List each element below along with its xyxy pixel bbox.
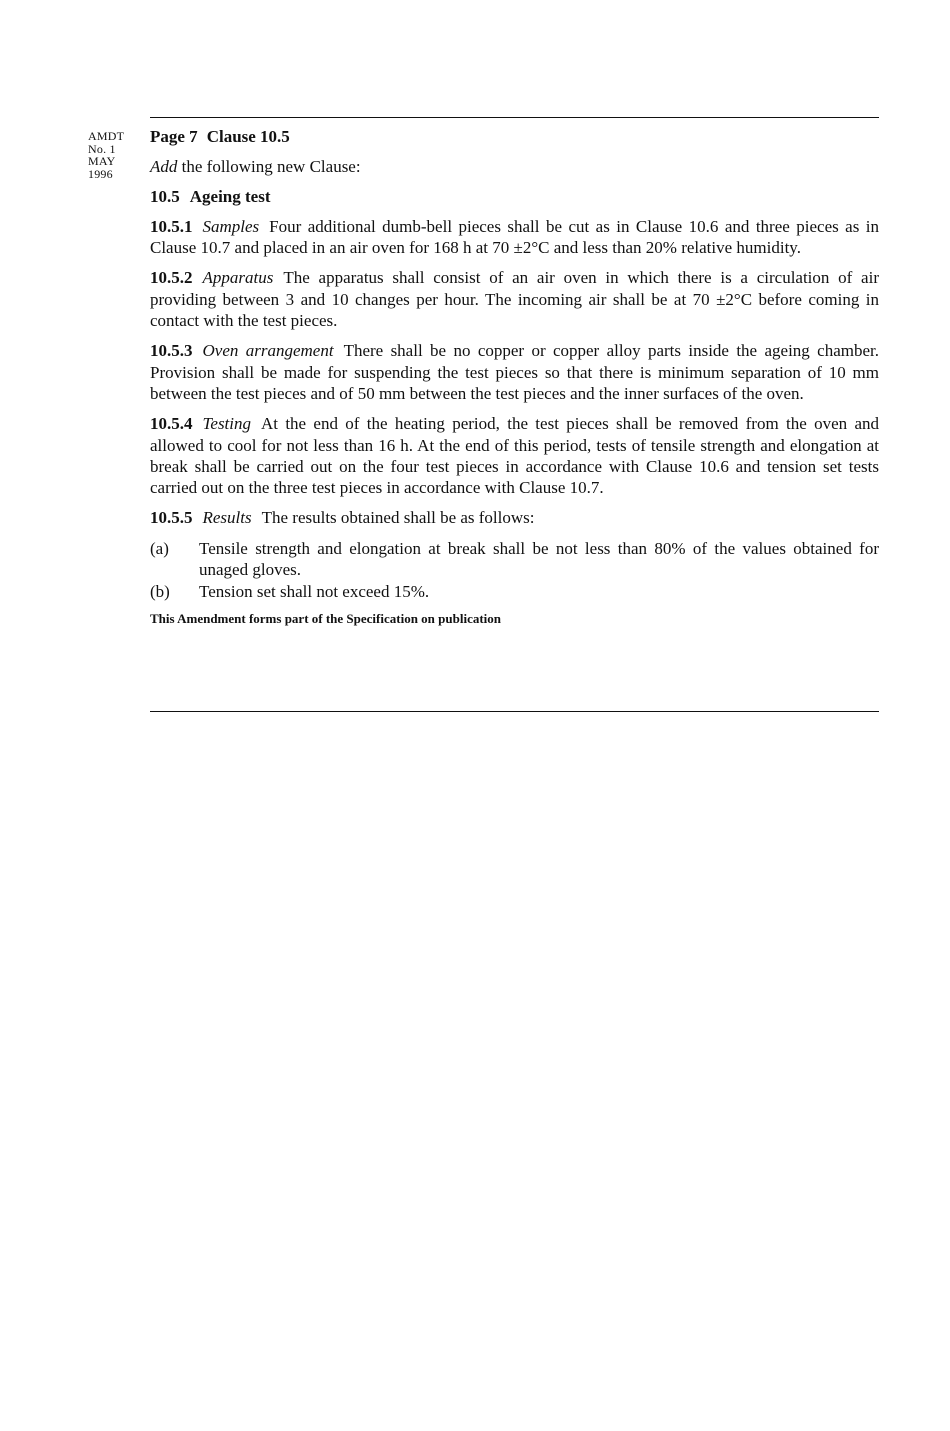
results-list-item	[150, 538, 879, 581]
clause-text: There shall be no copper or copper alloy parts inside the ageing chamber. Provision shall be made for suspending the test pieces so that there is minimum separation of 10 mm between the test pieces and of 50 mm between the test pieces and the inner surfaces of the oven.	[150, 341, 879, 403]
clause-number: 10.5.3	[150, 341, 193, 361]
list-marker: (b)	[150, 582, 170, 602]
clause-text: The results obtained shall be as follows:	[261, 508, 535, 528]
clause-reference: Clause 10.5	[206, 127, 290, 146]
clause-title: Apparatus	[202, 268, 274, 288]
intro-italic: Add	[150, 157, 178, 177]
bottom-rule	[150, 711, 879, 712]
section-title: Ageing test	[189, 186, 271, 206]
clause-paragraph	[150, 413, 879, 498]
amendment-margin-note	[88, 130, 138, 180]
clause-paragraph	[150, 340, 879, 404]
clause-title: Oven arrangement	[202, 341, 334, 361]
list-text: Tension set shall not exceed 15%.	[199, 582, 430, 602]
amendment-content	[150, 126, 879, 627]
clause-title: Samples	[202, 216, 260, 236]
page-clause-heading	[150, 126, 879, 147]
clause-paragraph	[150, 267, 879, 331]
intro-line	[150, 156, 879, 177]
clause-number: 10.5.5	[150, 508, 193, 528]
margin-note-line: No. 1	[88, 141, 116, 156]
margin-note-line: AMDT	[88, 129, 125, 143]
clause-text: The apparatus shall consist of an air oven in which there is a circulation of air providing between 3 and 10 changes per hour. The incoming air shall be at 70 ±2°C before coming in contact with the test pieces.	[150, 268, 879, 331]
section-heading	[150, 186, 879, 207]
amendment-footer-note: This Amendment forms part of the Specification on publication	[150, 610, 502, 626]
clause-number: 10.5.2	[150, 268, 193, 288]
clause-title: Testing	[202, 414, 252, 434]
list-marker: (a)	[150, 538, 169, 558]
page-reference: Page 7	[150, 127, 198, 146]
clause-text: At the end of the heating period, the test pieces shall be removed from the oven and allowed to cool for not less than 16 h. At the end of this period, tests of tensile strength and elongation at break shall be carried out on the four test pieces in accordance with Clause 10.6 and tension set tests carried out on the three test pieces in accordance with Clause 10.7.	[150, 414, 879, 498]
top-rule	[150, 117, 879, 118]
section-number: 10.5	[150, 186, 180, 206]
clause-text: Four additional dumb-bell pieces shall be cut as in Clause 10.6 and three pieces as in Clause 10.7 and placed in an air oven for 168 h at 70 ±2°C and less than 20% relative humidity.	[150, 216, 879, 258]
clause-number: 10.5.1	[150, 216, 193, 236]
margin-note-line: MAY	[88, 154, 116, 168]
clause-number: 10.5.4	[150, 414, 193, 434]
intro-text: the following new Clause:	[177, 157, 361, 177]
clause-paragraph	[150, 507, 879, 528]
margin-note-line: 1996	[88, 166, 113, 181]
list-text: Tensile strength and elongation at break shall be not less than 80% of the values obtained for unaged gloves.	[199, 538, 879, 580]
clause-title: Results	[202, 508, 252, 528]
results-list-item	[150, 581, 879, 602]
clause-paragraph	[150, 216, 879, 259]
